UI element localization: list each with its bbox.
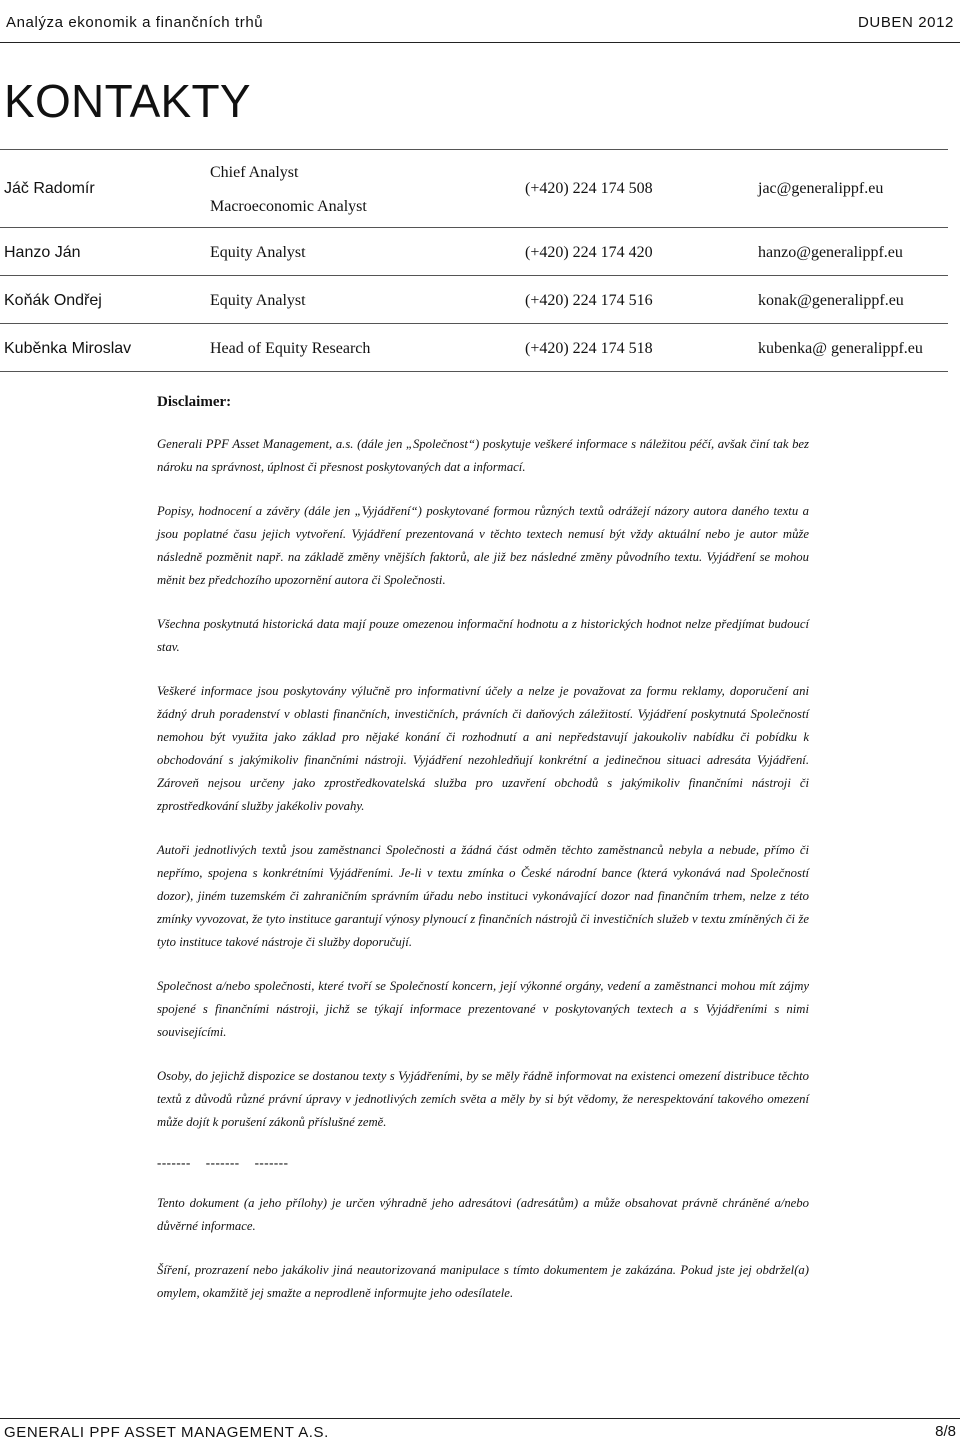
contact-role-secondary: Macroeconomic Analyst [210, 198, 367, 215]
contact-role: Equity Analyst [210, 244, 306, 261]
contact-name: Jáč Radomír [4, 180, 95, 197]
contact-phone: (+420) 224 174 420 [525, 244, 653, 261]
contact-name: Koňák Ondřej [4, 292, 102, 309]
contact-row [0, 276, 948, 324]
contact-email[interactable]: jac@generalippf.eu [758, 180, 884, 197]
disclaimer-paragraph: Společnost a/nebo společnosti, které tvoří se Společností koncern, její výkonné orgány, vedení a zaměstnanci mohou mít zájmy spojené s finančními nástroji, jichž se týkají informace prezentované v poskytovaných textech a s Vyjádřeními s nimi souvisejícími. [157, 979, 809, 1039]
disclaimer-heading: Disclaimer: [157, 394, 232, 410]
contact-role: Chief Analyst [210, 164, 299, 181]
contact-name: Hanzo Ján [4, 244, 81, 261]
contact-role: Equity Analyst [210, 292, 306, 309]
contact-phone: (+420) 224 174 508 [525, 180, 653, 197]
disclaimer-paragraph: Generali PPF Asset Management, a.s. (dále jen „Společnost“) poskytuje veškeré informace s náležitou péčí, avšak činí tak bez nároku na správnost, úplnost či přesnost poskytovaných dat a informací. [157, 437, 809, 474]
footer-divider [0, 1418, 960, 1419]
header-divider [0, 42, 960, 43]
disclaimer-paragraph: Popisy, hodnocení a závěry (dále jen „Vyjádření“) poskytované formou různých textů odrážejí názory autora daného textu a jsou poplatné času jejich vytvoření. Vyjádření prezentovaná v těchto textech nemusí být vždy aktuální nebo je autor může následně pozměnit např. na základě změny vnějších faktorů, ale již bez následné změny původního textu. Vyjádření se mohou měnit bez předchozího upozornění autora či Společnosti. [157, 504, 809, 587]
report-title: Analýza ekonomik a finančních trhů [6, 14, 264, 31]
contact-row [0, 150, 948, 228]
page-header [0, 0, 960, 44]
contact-row [0, 324, 948, 372]
contact-role: Head of Equity Research [210, 340, 371, 357]
contact-email[interactable]: hanzo@generalippf.eu [758, 244, 903, 261]
confidentiality-paragraph: Šíření, prozrazení nebo jakákoliv jiná neautorizovaná manipulace s tímto dokumentem je zakázána. Pokud jste jej obdržel(a) omylem, okamžitě jej smažte a neprodleně informujte jeho odesílatele. [157, 1263, 809, 1300]
confidentiality-paragraph: Tento dokument (a jeho přílohy) je určen výhradně jeho adresátovi (adresátům) a může obsahovat právně chráněné a/nebo důvěrné informace. [157, 1196, 809, 1233]
section-separator: ------- ------- ------- [157, 1155, 289, 1170]
disclaimer-paragraph: Osoby, do jejichž dispozice se dostanou texty s Vyjádřeními, by se měly řádně informovat na existenci omezení distribuce těchto textů z důvodů různé právní úpravy v jednotlivých zemích světa a měly by si být vědomy, že nerespektování takového omezení může dojít k porušení zákonů příslušné země. [157, 1069, 809, 1129]
report-date: DUBEN 2012 [857, 14, 954, 31]
page-number: 8/8 [935, 1423, 956, 1440]
contact-phone: (+420) 224 174 516 [525, 292, 653, 309]
disclaimer-paragraph: Veškeré informace jsou poskytovány výlučně pro informativní účely a nelze je považovat za formu reklamy, doporučení ani žádný druh poradenství v oblasti finančních, investičních, právních či daňových záležitostí. Vyjádření poskytnutá Společností nemohou být využita jako základ pro nějaké konání či rozhodnutí a ani nepředstavují jakoukoliv nabídku či pobídku k obchodování s jakýmikoliv finančními nástroji. Vyjádření nezohledňují konkrétní a jedinečnou situaci adresáta Vyjádření. Zároveň nejsou určeny jako zprostředkovatelská služba pro uzavření obchodů s jakýmikoliv finančními nástroji či zprostředkování služby jakékoliv povahy. [157, 684, 809, 813]
disclaimer-section [157, 394, 809, 1326]
contact-name: Kuběnka Miroslav [4, 340, 132, 357]
footer-company: GENERALI PPF ASSET MANAGEMENT A.S. [4, 1424, 329, 1441]
disclaimer-paragraph: Všechna poskytnutá historická data mají pouze omezenou informační hodnotu a z historických hodnot nelze předjímat budoucí stav. [157, 617, 809, 654]
contact-email[interactable]: konak@generalippf.eu [758, 292, 904, 309]
page-title: KONTAKTY [4, 75, 251, 127]
contact-row [0, 228, 948, 276]
contact-email[interactable]: kubenka@ generalippf.eu [758, 340, 923, 357]
contacts-table [0, 150, 948, 372]
disclaimer-paragraph: Autoři jednotlivých textů jsou zaměstnanci Společnosti a žádná část odměn těchto zaměstnanců nebyla a nebude, přímo či nepřímo, spojena s konkrétními Vyjádřeními. Je-li v textu zmínka o České národní bance (která vykonává nad Společností dozor), jiném tuzemském či zahraničním správním úřadu nebo instituci vykonávající dozor nad finančním trhem, nelze z této zmínky vyvozovat, že tyto instituce garantují výnosy plynoucí z finančních nástrojů či investičních služeb v textu zmíněných či že tyto instituce takové nástroje či služby doporučují. [157, 843, 809, 949]
contact-phone: (+420) 224 174 518 [525, 340, 653, 357]
